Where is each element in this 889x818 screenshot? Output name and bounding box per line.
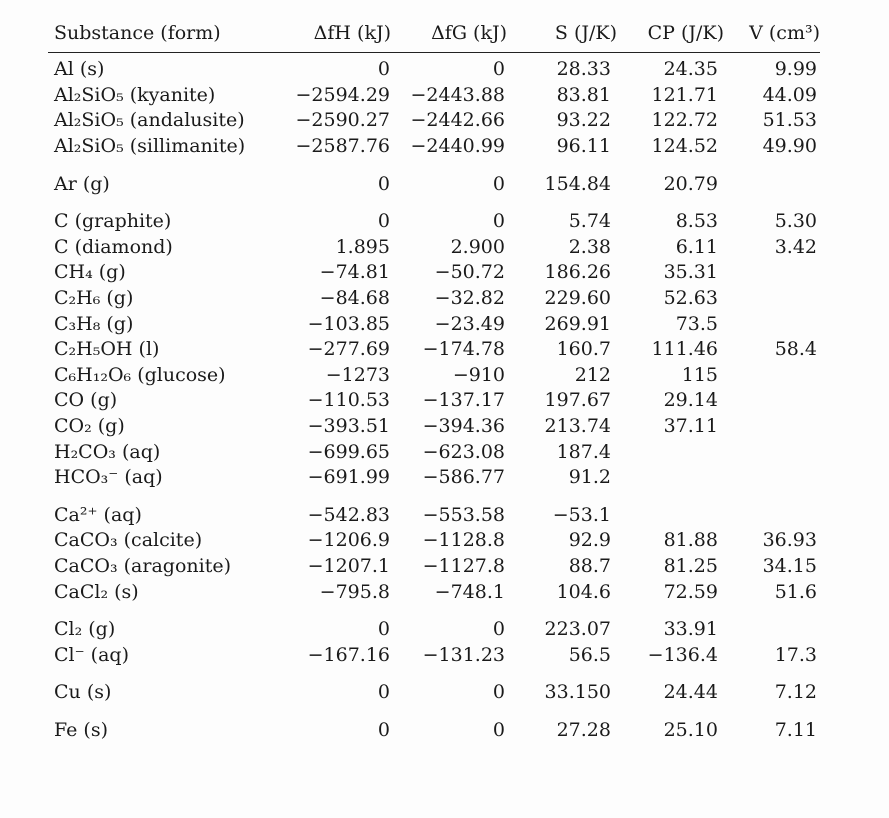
table-row — [48, 554, 820, 580]
volume-cell — [724, 388, 820, 414]
entropy-cell: 269.91 — [544, 312, 611, 335]
volume-cell: 49.90 — [762, 135, 817, 158]
table-row — [48, 414, 820, 440]
table-row — [48, 235, 820, 261]
table-header — [48, 14, 820, 53]
heat-capacity-cell: −136.4 — [647, 643, 718, 666]
substance-cell: C (graphite) — [54, 210, 172, 233]
table-row — [48, 108, 820, 134]
substance-cell: Cu (s) — [54, 681, 112, 704]
gibbs-cell: −1127.8 — [422, 554, 505, 577]
table-row — [48, 388, 820, 414]
heat-capacity-cell: 35.31 — [663, 261, 718, 284]
gibbs-cell: −394.36 — [422, 415, 505, 438]
enthalpy-cell: −393.51 — [307, 415, 390, 438]
substance-cell: HCO₃⁻ (aq) — [54, 466, 163, 489]
table-row — [48, 491, 820, 529]
volume-cell: 9.99 — [774, 58, 817, 81]
gibbs-cell: −748.1 — [434, 580, 505, 603]
enthalpy-cell: −1207.1 — [307, 554, 390, 577]
volume-cell: 51.6 — [774, 580, 817, 603]
enthalpy-cell: 0 — [377, 58, 390, 81]
heat-capacity-cell: 24.44 — [663, 681, 718, 704]
table-row — [48, 528, 820, 554]
entropy-cell: 212 — [574, 363, 611, 386]
entropy-cell: 187.4 — [556, 440, 611, 463]
table-row — [48, 53, 820, 83]
volume-cell — [724, 491, 820, 529]
enthalpy-cell: −2594.29 — [295, 83, 390, 106]
substance-cell: Al (s) — [54, 58, 105, 81]
entropy-cell: 2.38 — [568, 235, 611, 258]
heat-capacity-cell: 111.46 — [651, 338, 718, 361]
heat-capacity-cell: 124.52 — [651, 135, 718, 158]
column-header-enthalpy: ΔfH (kJ) — [271, 14, 391, 53]
substance-cell: Ar (g) — [54, 172, 110, 195]
entropy-cell: 213.74 — [544, 415, 611, 438]
enthalpy-cell: −167.16 — [307, 643, 390, 666]
column-header-heat-capacity: CP (J/K) — [617, 14, 724, 53]
entropy-cell: 223.07 — [544, 618, 611, 641]
heat-capacity-cell — [617, 465, 724, 491]
enthalpy-cell: −795.8 — [319, 580, 390, 603]
gibbs-cell: −137.17 — [422, 389, 505, 412]
volume-cell — [724, 363, 820, 389]
volume-cell: 58.4 — [774, 338, 817, 361]
entropy-cell: 160.7 — [556, 338, 611, 361]
substance-cell: CaCl₂ (s) — [54, 580, 139, 603]
enthalpy-cell: −277.69 — [307, 338, 390, 361]
entropy-cell: 88.7 — [568, 554, 611, 577]
substance-cell: CO (g) — [54, 389, 118, 412]
heat-capacity-cell: 52.63 — [663, 287, 718, 310]
heat-capacity-cell: 121.71 — [651, 83, 718, 106]
substance-cell: CO₂ (g) — [54, 415, 125, 438]
table-row — [48, 668, 820, 706]
enthalpy-cell: 0 — [377, 172, 390, 195]
heat-capacity-cell: 6.11 — [675, 235, 718, 258]
column-header-volume: V (cm³) — [724, 14, 820, 53]
substance-cell: Al₂SiO₅ (sillimanite) — [54, 135, 246, 158]
volume-cell: 36.93 — [762, 529, 817, 552]
enthalpy-cell: −1206.9 — [307, 529, 390, 552]
entropy-cell: 83.81 — [556, 83, 611, 106]
entropy-cell: 197.67 — [544, 389, 611, 412]
enthalpy-cell: −699.65 — [307, 440, 390, 463]
heat-capacity-cell — [617, 439, 724, 465]
entropy-cell: 104.6 — [556, 580, 611, 603]
column-header-gibbs: ΔfG (kJ) — [391, 14, 507, 53]
entropy-cell: 27.28 — [556, 718, 611, 741]
substance-cell: CaCO₃ (calcite) — [54, 529, 203, 552]
volume-cell: 51.53 — [762, 109, 817, 132]
heat-capacity-cell — [617, 491, 724, 529]
entropy-cell: 5.74 — [568, 210, 611, 233]
table-row — [48, 260, 820, 286]
volume-cell: 7.12 — [774, 681, 817, 704]
entropy-cell: 186.26 — [544, 261, 611, 284]
table-row — [48, 642, 820, 668]
gibbs-cell: 0 — [492, 58, 505, 81]
substance-cell: Cl₂ (g) — [54, 618, 116, 641]
entropy-cell: 92.9 — [568, 529, 611, 552]
substance-cell: C₃H₈ (g) — [54, 312, 134, 335]
gibbs-cell: −553.58 — [422, 503, 505, 526]
table-body — [48, 53, 820, 744]
entropy-cell: 91.2 — [568, 466, 611, 489]
gibbs-cell: −910 — [452, 363, 505, 386]
enthalpy-cell: −103.85 — [307, 312, 390, 335]
heat-capacity-cell: 73.5 — [675, 312, 718, 335]
column-header-entropy: S (J/K) — [507, 14, 617, 53]
gibbs-cell: −623.08 — [422, 440, 505, 463]
substance-cell: H₂CO₃ (aq) — [54, 440, 161, 463]
heat-capacity-cell: 33.91 — [663, 618, 718, 641]
table-row — [48, 579, 820, 605]
entropy-cell: −53.1 — [552, 503, 611, 526]
entropy-cell: 229.60 — [544, 287, 611, 310]
thermodynamic-data-table — [48, 14, 820, 743]
heat-capacity-cell: 8.53 — [675, 210, 718, 233]
enthalpy-cell: −2590.27 — [295, 109, 390, 132]
gibbs-cell: −131.23 — [422, 643, 505, 666]
volume-cell — [724, 311, 820, 337]
enthalpy-cell: −542.83 — [307, 503, 390, 526]
table-row — [48, 465, 820, 491]
heat-capacity-cell: 81.25 — [663, 554, 718, 577]
volume-cell — [724, 439, 820, 465]
table-row — [48, 286, 820, 312]
entropy-cell: 93.22 — [556, 109, 611, 132]
gibbs-cell: −1128.8 — [422, 529, 505, 552]
gibbs-cell: 0 — [492, 681, 505, 704]
heat-capacity-cell: 29.14 — [663, 389, 718, 412]
volume-cell: 5.30 — [774, 210, 817, 233]
table-row — [48, 197, 820, 235]
substance-cell: Cl⁻ (aq) — [54, 643, 129, 666]
entropy-cell: 28.33 — [556, 58, 611, 81]
volume-cell: 44.09 — [762, 83, 817, 106]
heat-capacity-cell: 25.10 — [663, 718, 718, 741]
gibbs-cell: 0 — [492, 618, 505, 641]
gibbs-cell: −2440.99 — [410, 135, 505, 158]
table-row — [48, 159, 820, 197]
heat-capacity-cell: 72.59 — [663, 580, 718, 603]
enthalpy-cell: −2587.76 — [295, 135, 390, 158]
volume-cell — [724, 260, 820, 286]
table-row — [48, 337, 820, 363]
table-row — [48, 439, 820, 465]
volume-cell — [724, 414, 820, 440]
volume-cell: 3.42 — [774, 235, 817, 258]
entropy-cell: 96.11 — [556, 135, 611, 158]
substance-cell: C₂H₅OH (l) — [54, 338, 160, 361]
enthalpy-cell: 1.895 — [335, 235, 390, 258]
table-row — [48, 605, 820, 643]
volume-cell: 7.11 — [774, 718, 817, 741]
heat-capacity-cell: 37.11 — [663, 415, 718, 438]
volume-cell — [724, 159, 820, 197]
entropy-cell: 154.84 — [544, 172, 611, 195]
heat-capacity-cell: 122.72 — [651, 109, 718, 132]
enthalpy-cell: −1273 — [325, 363, 390, 386]
heat-capacity-cell: 24.35 — [663, 58, 718, 81]
enthalpy-cell: 0 — [377, 718, 390, 741]
substance-cell: Al₂SiO₅ (kyanite) — [54, 83, 216, 106]
substance-cell: Al₂SiO₅ (andalusite) — [54, 109, 245, 132]
volume-cell: 34.15 — [762, 554, 817, 577]
table-row — [48, 311, 820, 337]
entropy-cell: 56.5 — [568, 643, 611, 666]
enthalpy-cell: −74.81 — [319, 261, 390, 284]
enthalpy-cell: 0 — [377, 681, 390, 704]
gibbs-cell: −23.49 — [434, 312, 505, 335]
heat-capacity-cell: 115 — [681, 363, 718, 386]
gibbs-cell: 0 — [492, 718, 505, 741]
gibbs-cell: −50.72 — [434, 261, 505, 284]
volume-cell — [724, 605, 820, 643]
gibbs-cell: −2442.66 — [410, 109, 505, 132]
enthalpy-cell: −110.53 — [307, 389, 390, 412]
entropy-cell: 33.150 — [544, 681, 611, 704]
gibbs-cell: 0 — [492, 210, 505, 233]
volume-cell: 17.3 — [774, 643, 817, 666]
column-header-substance: Substance (form) — [48, 14, 271, 53]
heat-capacity-cell: 81.88 — [663, 529, 718, 552]
enthalpy-cell: 0 — [377, 618, 390, 641]
table-row — [48, 706, 820, 744]
substance-cell: Ca²⁺ (aq) — [54, 503, 142, 526]
volume-cell — [724, 286, 820, 312]
enthalpy-cell: 0 — [377, 210, 390, 233]
gibbs-cell: −586.77 — [422, 466, 505, 489]
heat-capacity-cell: 20.79 — [663, 172, 718, 195]
substance-cell: CaCO₃ (aragonite) — [54, 554, 231, 577]
table-row — [48, 134, 820, 160]
enthalpy-cell: −691.99 — [307, 466, 390, 489]
enthalpy-cell: −84.68 — [319, 287, 390, 310]
gibbs-cell: −32.82 — [434, 287, 505, 310]
volume-cell — [724, 465, 820, 491]
substance-cell: Fe (s) — [54, 718, 109, 741]
substance-cell: C₂H₆ (g) — [54, 287, 134, 310]
substance-cell: CH₄ (g) — [54, 261, 126, 284]
table-row — [48, 83, 820, 109]
substance-cell: C (diamond) — [54, 235, 173, 258]
gibbs-cell: −174.78 — [422, 338, 505, 361]
table-row — [48, 363, 820, 389]
gibbs-cell: 0 — [492, 172, 505, 195]
gibbs-cell: −2443.88 — [410, 83, 505, 106]
substance-cell: C₆H₁₂O₆ (glucose) — [54, 363, 226, 386]
gibbs-cell: 2.900 — [450, 235, 505, 258]
header-row — [48, 14, 820, 53]
